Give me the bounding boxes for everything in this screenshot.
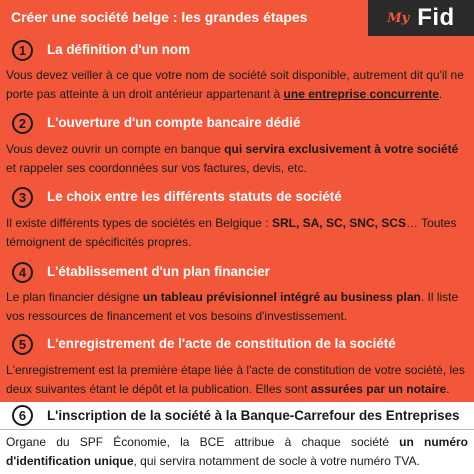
body-text: Vous devez ouvrir un compte en banque — [6, 142, 225, 156]
step-number-circle: 2 — [12, 113, 33, 134]
step-4 — [0, 261, 474, 327]
step-title: La définition d'un nom — [47, 42, 191, 57]
step-number-circle: 3 — [12, 187, 33, 208]
step-text — [6, 140, 468, 178]
body-text: . Il liste vos ressources de financement et vos besoins d'investissement. — [6, 290, 459, 323]
step-header — [0, 186, 474, 212]
step-2 — [0, 112, 474, 178]
step-text — [6, 214, 468, 252]
step-header — [0, 39, 474, 65]
step-header — [0, 402, 474, 430]
body-text: L'enregistrement est la première étape liée à l'acte de constitution de votre société, les deux suivantes étant le dépôt et la publication. Elles sont — [6, 363, 465, 396]
underlined-emphasis-text: une entreprise concurrente — [283, 87, 439, 101]
step-number-circle: 6 — [12, 405, 33, 426]
emphasis-text: un numéro d'identification unique — [6, 435, 469, 468]
emphasis-text: qui servira exclusivement à votre société — [224, 142, 459, 156]
body-text: Organe du SPF Économie, la BCE attribue à chaque société — [6, 435, 400, 449]
emphasis-text: assurées par un notaire — [310, 382, 447, 396]
body-text: Vous devez veiller à ce que votre nom de société soit disponible, autrement dit qu'il ne porte pas atteinte à un droit antérieur appartenant à — [6, 68, 464, 101]
step-title: L'ouverture d'un compte bancaire dédié — [47, 115, 301, 130]
body-text: et rappeler ses coordonnées sur vos factures, devis, etc. — [6, 161, 307, 175]
step-3 — [0, 186, 474, 252]
step-title: L'enregistrement de l'acte de constitution de la société — [47, 336, 396, 351]
step-header — [0, 333, 474, 359]
step-text — [6, 433, 468, 471]
emphasis-text: un tableau prévisionnel intégré au business plan — [142, 290, 421, 304]
step-1 — [0, 39, 474, 105]
step-title: Le choix entre les différents statuts de société — [47, 189, 342, 204]
logo-fid-text: Fid — [417, 4, 455, 31]
step-number-circle: 4 — [12, 262, 33, 283]
body-text: … Toutes témoignent de spécificités propres. — [6, 216, 457, 249]
step-number-circle: 5 — [12, 334, 33, 355]
myfid-logo — [368, 0, 474, 36]
step-title: L'établissement d'un plan financier — [47, 264, 270, 279]
step-text — [6, 66, 468, 104]
step-6 — [0, 402, 474, 474]
body-text: Le plan financier désigne — [6, 290, 143, 304]
body-text: . — [446, 382, 450, 396]
step-header — [0, 261, 474, 287]
body-text: . — [438, 87, 443, 101]
step-text — [6, 288, 468, 326]
body-text: Il existe différents types de sociétés en Belgique : — [6, 216, 272, 230]
emphasis-text: SRL, SA, SC, SNC, SCS — [271, 216, 406, 230]
header — [0, 0, 474, 36]
step-text — [6, 361, 468, 399]
body-text: , qui servira notamment de socle à votre numéro TVA. — [133, 454, 420, 468]
step-header — [0, 112, 474, 138]
logo-my-text: My — [387, 10, 410, 26]
step-title: L'inscription de la société à la Banque-Carrefour des Entreprises — [47, 408, 460, 423]
page-title: Créer une société belge : les grandes étapes — [11, 9, 308, 25]
step-number-circle: 1 — [12, 40, 33, 61]
step-5 — [0, 333, 474, 399]
